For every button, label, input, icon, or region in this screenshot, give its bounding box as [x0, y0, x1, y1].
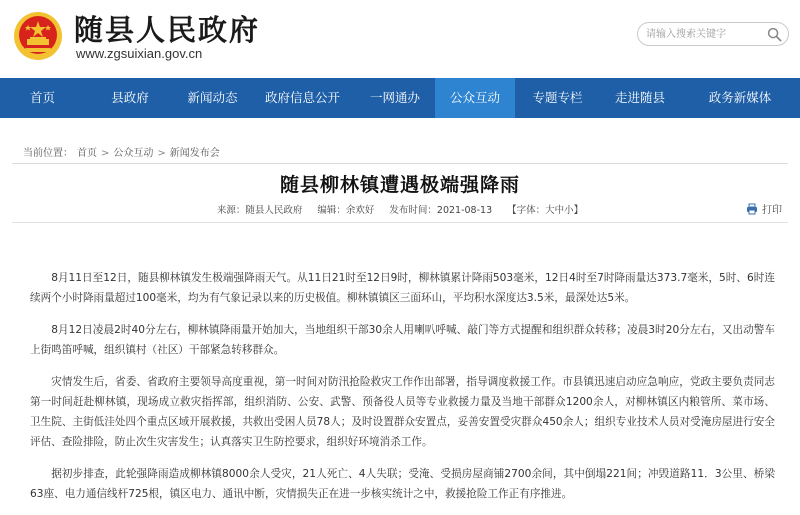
nav-item-about-suixian[interactable]: 走进随县 [614, 90, 665, 105]
article-meta [0, 202, 800, 216]
nav-item-news[interactable]: 新闻动态 [187, 90, 238, 105]
nav-item-home[interactable]: 首页 [29, 90, 55, 105]
article-paragraph: 据初步排查，此轮强降雨造成柳林镇8000余人受灾，21人死亡、4人失联；受淹、受损房屋商铺2700余间，其中倒塌221间；冲毁道路11．3公里、桥梁63座、电力通信线杆725根，镇区电力、通讯中断，灾情损失正在进一步核实统计之中，救援抢险工作正有序推进。 [30, 468, 775, 500]
nav-item-county-government[interactable]: 县政府 [111, 90, 149, 105]
main-nav [0, 78, 800, 118]
breadcrumb-divider [12, 163, 788, 164]
print-button[interactable] [746, 201, 782, 216]
breadcrumb-separator: > [101, 148, 110, 159]
article-paragraph: 8月11日至12日，随县柳林镇发生极端强降雨天气。从11日21时至12日9时，柳林镇累计降雨503毫米，12日4时至7时降雨量达373.7毫米，5时、6时连续两个小时降雨量超过100毫米，均为有气象记录以来的历史极值。柳林镇镇区三面环山，平均积水深度达3.5米，最深处达5米。 [30, 272, 775, 304]
article-body [30, 268, 775, 515]
site-header [0, 0, 800, 78]
article-editor: 编辑：余欢好 [317, 205, 375, 216]
site-url: www.zgsuixian.gov.cn [76, 46, 203, 61]
breadcrumb-item-public-interaction[interactable]: 公众互动 [113, 148, 154, 159]
national-emblem-icon [13, 11, 63, 61]
meta-divider [12, 222, 788, 223]
site-title: 随县人民政府 [74, 13, 261, 47]
article-date: 发布时间：2021-08-13 [389, 205, 493, 216]
nav-item-one-stop-service[interactable]: 一网通办 [369, 90, 420, 105]
article-paragraph: 8月12日凌晨2时40分左右，柳林镇降雨量开始加大，当地组织干部30余人用喇叭呼喊、敲门等方式提醒和组织群众转移；凌晨3时20分左右，又出动警车上街鸣笛呼喊，组织镇村（社区）干部紧急转移群众。 [30, 324, 775, 356]
breadcrumb-prefix: 当前位置： [23, 148, 73, 159]
nav-item-new-media[interactable]: 政务新媒体 [708, 90, 772, 105]
search-box [637, 22, 789, 46]
nav-item-info-disclosure[interactable]: 政府信息公开 [264, 90, 340, 105]
article-source: 来源：随县人民政府 [216, 205, 303, 216]
breadcrumb-separator: > [157, 148, 166, 159]
nav-item-public-interaction[interactable]: 公众互动 [435, 78, 515, 118]
printer-icon [746, 203, 758, 215]
search-icon[interactable] [767, 27, 782, 42]
article-title: 随县柳林镇遭遇极端强降雨 [279, 174, 520, 196]
print-label: 打印 [762, 205, 782, 216]
article-paragraph: 灾情发生后，省委、省政府主要领导高度重视，第一时间对防汛抢险救灾工作作出部署，指导调度救援工作。市县镇迅速启动应急响应，党政主要负责同志第一时间赶赴柳林镇，现场成立救灾指挥部，组织消防、公安、武警、预备役人员等专业救援力量及当地干部群众1200余人，对柳林镇区内粮管所、菜市场、卫生院、主街低洼处四个重点区域开展救援，共救出受困人员78人；及时设置群众安置点，妥善安置受灾群众450余人；组织专业技术人员对受淹房屋进行安全评估、查险排险，防止次生灾害发生；认真落实卫生防控要求，组织好环境消杀工作。 [30, 376, 775, 448]
breadcrumb-item-home[interactable]: 首页 [77, 148, 97, 159]
breadcrumb-item-press-conference[interactable]: 新闻发布会 [169, 148, 220, 159]
font-size-switcher[interactable]: 【字体：大中小】 [507, 205, 584, 216]
breadcrumb [23, 144, 224, 159]
nav-item-special-topics[interactable]: 专题专栏 [532, 90, 583, 105]
search-input[interactable] [646, 26, 766, 43]
